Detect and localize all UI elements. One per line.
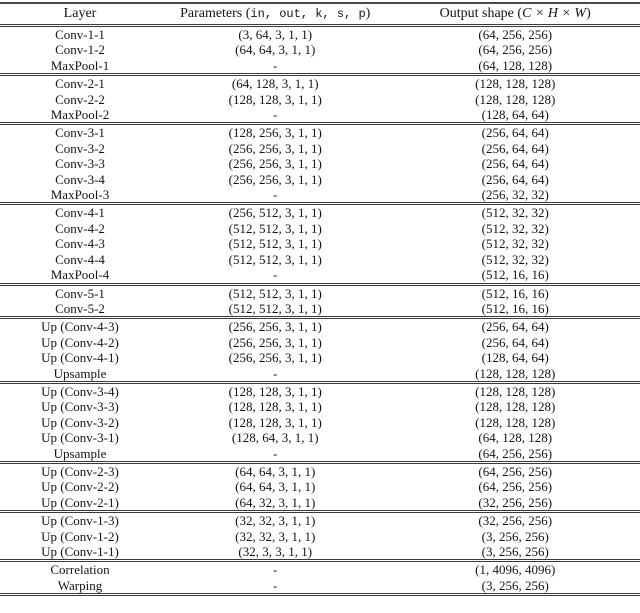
table-group-conv5 [0,284,640,318]
parameters-cell: - [273,445,278,461]
output-shape-cell: (32, 256, 256) [478,513,553,529]
table-row [0,301,640,318]
output-shape-cell: (128, 64, 64) [481,350,549,366]
layer-cell: Conv-4-2 [55,220,105,236]
table-group-up-conv3 [0,382,640,462]
table-group-up-conv2 [0,462,640,511]
output-shape-cell: (64, 256, 256) [478,445,553,461]
layer-cell: Conv-2-2 [55,91,105,107]
layer-cell: Warping [57,577,103,593]
parameters-cell: (128, 128, 3, 1, 1) [228,91,322,107]
parameters-cell: (32, 3, 3, 1, 1) [238,544,313,559]
output-shape-cell: (128, 128, 128) [475,91,556,107]
table-row [0,141,640,156]
parameters-cell: (256, 256, 3, 1, 1) [228,156,322,172]
parameters-cell: (128, 64, 3, 1, 1) [231,430,319,446]
table-row [0,561,640,578]
output-shape-cell: (64, 256, 256) [478,463,553,479]
layer-cell: Up (Conv-3-1) [41,430,119,446]
layer-cell: MaxPool-3 [50,187,110,203]
parameters-cell: (512, 512, 3, 1, 1) [228,236,322,252]
layer-cell: Conv-4-3 [55,236,105,252]
table-group-conv3 [0,124,640,204]
header-row [0,3,640,26]
layer-cell: Upsample [53,365,107,381]
layer-cell: Conv-3-3 [55,156,105,172]
table-row [0,479,640,494]
table-row [0,318,640,335]
layer-cell: Up (Conv-2-3) [41,463,119,479]
output-shape-cell: (64, 128, 128) [478,430,553,446]
output-shape-cell: (64, 256, 256) [478,42,553,58]
layer-cell: Up (Conv-2-1) [41,494,119,510]
layer-cell: Up (Conv-4-1) [41,350,119,366]
parameters-header-text: Parameters ( [180,6,251,21]
table-row [0,156,640,171]
table-row [0,172,640,187]
layer-cell: Up (Conv-3-3) [41,399,119,415]
layer-cell: Up (Conv-1-3) [41,513,119,529]
parameters-cell: (64, 64, 3, 1, 1) [235,479,316,495]
layer-cell: Conv-3-4 [55,171,105,187]
table-row [0,252,640,267]
parameters-cell: (128, 128, 3, 1, 1) [228,383,322,399]
parameters-cell: (256, 256, 3, 1, 1) [228,350,322,366]
output-shape-cell: (512, 32, 32) [481,220,549,236]
parameters-cell: (64, 128, 3, 1, 1) [231,76,319,92]
layer-cell: Up (Conv-4-2) [41,334,119,350]
output-shape-cell: (256, 64, 64) [481,319,549,335]
parameters-cell: (64, 64, 3, 1, 1) [235,42,316,58]
layer-cell: Conv-1-1 [55,27,105,42]
output-shape-cell: (256, 32, 32) [481,187,549,203]
layer-cell: Conv-5-2 [55,300,105,316]
layer-cell: Up (Conv-4-3) [41,319,119,335]
table-row [0,350,640,365]
output-shape-cell: (128, 64, 64) [481,107,549,123]
parameters-cell: (64, 64, 3, 1, 1) [235,463,316,479]
parameters-cell: (256, 256, 3, 1, 1) [228,334,322,350]
table-group-up-conv1 [0,512,640,561]
output-shape-cell: (128, 128, 128) [475,399,556,415]
table-row [0,204,640,221]
layer-cell: Conv-3-1 [55,125,105,141]
output-shape-cell: (512, 16, 16) [481,300,549,316]
layer-cell: Conv-3-2 [55,140,105,156]
table-row [0,495,640,512]
layer-cell: Conv-5-1 [55,285,105,301]
layer-cell: Conv-4-4 [55,251,105,267]
output-shape-cell: (256, 64, 64) [481,125,549,141]
table-row [0,415,640,430]
output-header-close-paren: ) [586,6,591,21]
table-row [0,284,640,301]
layer-cell: MaxPool-1 [50,57,110,73]
table-row [0,544,640,561]
table-row [0,92,640,107]
output-shape-cell: (512, 32, 32) [481,205,549,221]
output-shape-cell: (512, 16, 16) [481,267,549,283]
parameters-cell: - [273,365,278,381]
table-row [0,335,640,350]
parameters-cell: - [273,57,278,73]
parameters-cell: (256, 256, 3, 1, 1) [228,319,322,335]
layer-cell: Up (Conv-2-2) [41,479,119,495]
layer-cell: Conv-4-1 [55,205,105,221]
parameters-cell: (512, 512, 3, 1, 1) [228,251,322,267]
table-row [0,58,640,75]
layer-cell: Up (Conv-3-2) [41,414,119,430]
output-shape-cell: (3, 256, 256) [481,577,549,593]
output-shape-cell: (3, 256, 256) [481,544,549,559]
table-row [0,236,640,251]
table-group-conv1 [0,26,640,75]
output-shape-cell: (64, 256, 256) [478,479,553,495]
parameters-cell: (32, 32, 3, 1, 1) [235,513,316,529]
output-shape-cell: (1, 4096, 4096) [475,562,556,578]
parameters-cell: (512, 512, 3, 1, 1) [228,220,322,236]
table-row [0,75,640,92]
layer-cell: Up (Conv-3-4) [41,383,119,399]
parameters-cell: (128, 256, 3, 1, 1) [228,125,322,141]
table-group-conv2 [0,75,640,124]
table-header [0,3,640,26]
parameters-cell: (32, 32, 3, 1, 1) [235,528,316,544]
parameters-cell: - [273,187,278,203]
parameters-cell: (256, 512, 3, 1, 1) [228,205,322,221]
table-row [0,107,640,124]
output-shape-cell: (128, 128, 128) [475,365,556,381]
output-shape-cell: (32, 256, 256) [478,494,553,510]
output-shape-cell: (256, 64, 64) [481,140,549,156]
table-row [0,187,640,204]
column-header-parameters [160,3,390,26]
parameters-cell: - [273,562,278,578]
table-row [0,578,640,595]
output-shape-cell: (64, 128, 128) [478,57,553,73]
parameters-cell: (64, 32, 3, 1, 1) [235,494,316,510]
parameters-cell: (128, 128, 3, 1, 1) [228,414,322,430]
table-group-up-conv4 [0,318,640,383]
output-shape-cell: (3, 256, 256) [481,528,549,544]
parameters-cell: (3, 64, 3, 1, 1) [238,27,313,42]
parameters-cell: - [273,267,278,283]
column-header-output-shape [390,3,640,26]
layer-architecture-table [0,2,640,596]
layer-cell: Correlation [50,562,110,578]
table-row [0,42,640,57]
output-shape-cell: (256, 64, 64) [481,156,549,172]
output-shape-cell: (256, 64, 64) [481,334,549,350]
output-shape-cell: (512, 32, 32) [481,251,549,267]
table-row [0,124,640,141]
table-row [0,446,640,463]
table-row [0,267,640,284]
table-row [0,512,640,529]
output-shape-cell: (512, 16, 16) [481,285,549,301]
layer-cell: Conv-1-2 [55,42,105,58]
table-row [0,529,640,544]
output-shape-cell: (128, 128, 128) [475,414,556,430]
table-group-conv4 [0,204,640,284]
parameters-header-close-paren: ) [365,6,371,21]
output-shape-cell: (256, 64, 64) [481,171,549,187]
parameters-cell: (256, 256, 3, 1, 1) [228,140,322,156]
parameters-cell: (512, 512, 3, 1, 1) [228,285,322,301]
table-row [0,382,640,399]
output-shape-cell: (512, 32, 32) [481,236,549,252]
table-row [0,399,640,414]
table-row [0,430,640,445]
output-shape-cell: (128, 128, 128) [475,76,556,92]
table-row [0,366,640,383]
layer-cell: Upsample [53,445,107,461]
table-row [0,26,640,43]
output-header-text: Output shape ( [439,6,523,21]
output-shape-cell: (128, 128, 128) [475,383,556,399]
parameters-cell: (512, 512, 3, 1, 1) [228,300,322,316]
layer-cell: MaxPool-4 [50,267,110,283]
layer-cell: Up (Conv-1-2) [41,528,119,544]
table-group-correlation-warping [0,561,640,595]
parameters-cell: (256, 256, 3, 1, 1) [228,171,322,187]
table-row [0,221,640,236]
table-row [0,462,640,479]
layer-cell: Up (Conv-1-1) [41,544,119,559]
parameters-cell: - [273,107,278,123]
parameters-header-mono: in, out, k, s, p [250,7,366,21]
layer-cell: MaxPool-2 [50,107,110,123]
output-header-math: C × H × W [522,6,587,21]
output-shape-cell: (64, 256, 256) [478,27,553,42]
layer-cell: Conv-2-1 [55,76,105,92]
parameters-cell: - [273,577,278,593]
parameters-cell: (128, 128, 3, 1, 1) [228,399,322,415]
column-header-layer: Layer [0,3,160,26]
